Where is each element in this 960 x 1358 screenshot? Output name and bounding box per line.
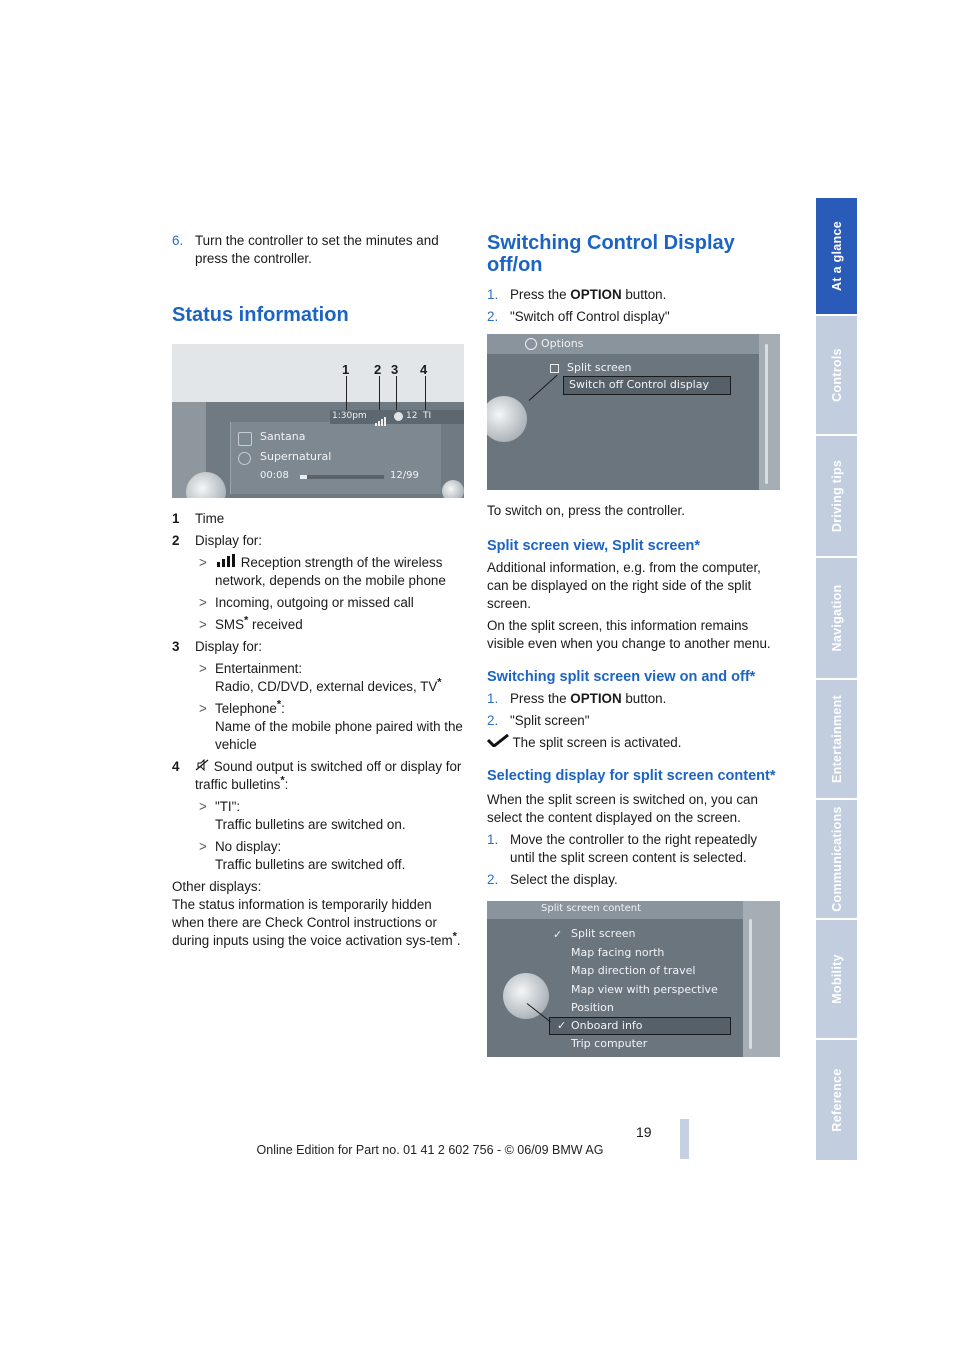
callout-2: 2 — [374, 362, 382, 377]
content-item-trip-computer[interactable]: Trip computer — [571, 1037, 648, 1050]
status-information-heading: Status information — [172, 304, 349, 326]
item4-sub-no-display: > No display: Traffic bulletins are switched off. — [199, 839, 406, 872]
callout-4: 4 — [420, 362, 428, 377]
legend-item-4: 4 Sound output is switched off or display for traffic bulletins*: — [172, 759, 462, 792]
step-number: 6. — [172, 233, 184, 248]
content-step-2: 2. Select the display. — [487, 872, 618, 887]
elapsed-time: 00:08 — [260, 470, 289, 481]
legend-item-1: 1 Time — [172, 511, 225, 526]
split-screen-paragraph-2: On the split screen, this information remains visible even when you change to another menu. — [487, 618, 771, 651]
left-column — [172, 232, 464, 950]
person-icon — [238, 432, 252, 446]
split-screen-paragraph-1: Additional information, e.g. from the computer, can be displayed on the right side of the split screen. — [487, 560, 761, 611]
check-icon: ✓ — [557, 1020, 567, 1032]
tab-at-a-glance[interactable]: At a glance — [816, 198, 857, 316]
footer-text: Online Edition for Part no. 01 41 2 602 756 - © 06/09 BMW AG — [256, 1143, 604, 1157]
sound-off-icon — [195, 759, 210, 774]
item2-sub-call: > Incoming, outgoing or missed call — [199, 595, 414, 610]
callout-1: 1 — [342, 362, 350, 377]
tab-controls[interactable]: Controls — [816, 316, 857, 436]
status-time: 1:30pm — [332, 411, 367, 421]
status-number: 12 — [406, 411, 418, 421]
tab-navigation[interactable]: Navigation — [816, 558, 857, 680]
split-screen-content-screenshot — [487, 901, 780, 1057]
selecting-display-heading: Selecting display for split screen content* — [487, 768, 776, 784]
chapter-tabs — [816, 198, 857, 1160]
track-progress-bar — [300, 475, 384, 479]
step-text: Turn the controller to set the minutes and press the controller. — [195, 233, 439, 266]
item2-sub-sms: > SMS* received — [199, 614, 303, 632]
callout-3: 3 — [391, 362, 399, 377]
options-screenshot — [487, 334, 780, 490]
legend-item-3: 3 Display for: — [172, 639, 262, 654]
status-ti: TI — [423, 411, 432, 421]
content-item-onboard-info[interactable]: Onboard info — [571, 1019, 643, 1032]
legend-item-2: 2 Display for: — [172, 533, 262, 548]
option-split-screen[interactable]: Split screen — [567, 361, 632, 374]
page-number: 19 — [636, 1124, 652, 1140]
step-6 — [172, 232, 464, 268]
selecting-display-paragraph: When the split screen is switched on, you can select the content displayed on the screen. — [487, 792, 758, 825]
switching-control-display-heading: Switching Control Display off/on — [487, 232, 735, 276]
tab-driving-tips[interactable]: Driving tips — [816, 436, 857, 558]
options-icon — [525, 338, 537, 350]
content-item-map-north[interactable]: Map facing north — [571, 946, 665, 959]
content-item-position[interactable]: Position — [571, 1001, 614, 1014]
other-displays-paragraph: Other displays: The status information is temporarily hidden when there are Check Control instructions or during inputs using the voice activation sys-tem*. — [172, 879, 461, 948]
onoff-step-1: 1. Press the OPTION button. — [487, 691, 667, 706]
item4-sub-ti: > "TI": Traffic bulletins are switched on. — [199, 799, 406, 832]
options-title: Options — [541, 337, 584, 350]
tab-entertainment[interactable]: Entertainment — [816, 680, 857, 800]
step-2: 2. "Switch off Control display" — [487, 309, 670, 324]
tab-mobility[interactable]: Mobility — [816, 920, 857, 1040]
content-item-map-perspective[interactable]: Map view with perspective — [571, 983, 718, 996]
switch-on-text: To switch on, press the controller. — [487, 503, 685, 518]
right-column — [487, 232, 780, 1057]
split-screen-view-heading: Split screen view, Split screen* — [487, 538, 701, 554]
content-item-map-direction[interactable]: Map direction of travel — [571, 964, 696, 977]
check-icon: ✓ — [553, 929, 563, 941]
tab-reference[interactable]: Reference — [816, 1040, 857, 1162]
step-1: 1. Press the OPTION button. — [487, 287, 667, 302]
onoff-step-2: 2. "Split screen" — [487, 713, 590, 728]
track-progress-fill — [300, 475, 307, 479]
switching-split-screen-heading: Switching split screen view on and off* — [487, 669, 756, 685]
content-step-1: 1. Move the controller to the right repeatedly until the split screen content is selected. — [487, 832, 758, 865]
disc-icon — [238, 452, 251, 465]
checkmark-icon — [487, 735, 509, 750]
reception-icon — [215, 555, 241, 570]
content-screen-title: Split screen content — [541, 903, 642, 914]
signal-icon — [375, 413, 387, 431]
item2-sub-reception: > Reception strength of the wireless network, depends on the mobile phone — [199, 555, 446, 588]
track-count: 12/99 — [390, 470, 419, 481]
tab-communications[interactable]: Communications — [816, 800, 857, 920]
item3-sub-telephone: > Telephone*: Name of the mobile phone paired with the vehicle — [199, 698, 463, 752]
onoff-result: The split screen is activated. — [487, 734, 780, 752]
status-screenshot — [172, 344, 464, 498]
entertainment-icon — [394, 412, 403, 421]
checkbox-icon — [550, 364, 559, 373]
item3-sub-entertainment: > Entertainment: Radio, CD/DVD, external devices, TV* — [199, 661, 442, 694]
content-item-split-screen[interactable]: Split screen — [571, 927, 636, 940]
option-switch-off-control-display[interactable]: Switch off Control display — [569, 378, 709, 391]
artist-name: Santana — [260, 430, 306, 443]
track-name: Supernatural — [260, 450, 332, 463]
